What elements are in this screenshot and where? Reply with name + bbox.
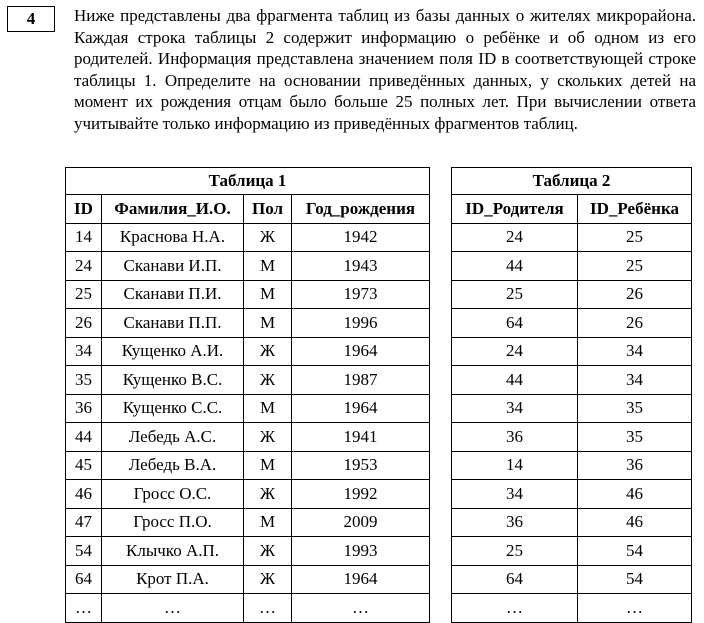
cell-name: Клычко А.П. [102,537,244,566]
cell-year: 1942 [292,223,430,252]
cell-id: 46 [66,480,102,509]
cell-id: 45 [66,451,102,480]
cell-parent-id: 24 [452,223,578,252]
cell-parent-id: 34 [452,480,578,509]
cell-parent-id: 64 [452,565,578,594]
cell-parent-id: … [452,594,578,623]
cell-year: 1987 [292,366,430,395]
cell-sex: … [244,594,292,623]
table-2-header-child-id: ID_Ребёнка [578,195,692,224]
table-2-header-parent-id: ID_Родителя [452,195,578,224]
cell-sex: Ж [244,423,292,452]
cell-child-id: 54 [578,537,692,566]
cell-child-id: … [578,594,692,623]
cell-parent-id: 64 [452,309,578,338]
cell-year: 1992 [292,480,430,509]
cell-name: Гросс П.О. [102,508,244,537]
cell-name: Лебедь А.С. [102,423,244,452]
table-row [66,252,430,281]
table-row [452,309,692,338]
cell-id: 34 [66,337,102,366]
table-row [452,252,692,281]
table-1-header-id: ID [66,195,102,224]
cell-child-id: 36 [578,451,692,480]
table-row [452,423,692,452]
cell-parent-id: 44 [452,252,578,281]
cell-id: 26 [66,309,102,338]
table-1-header-name: Фамилия_И.О. [102,195,244,224]
cell-child-id: 26 [578,280,692,309]
cell-parent-id: 25 [452,537,578,566]
table-row [66,280,430,309]
cell-child-id: 25 [578,252,692,281]
cell-sex: М [244,280,292,309]
cell-year: 1941 [292,423,430,452]
table-1-caption: Таблица 1 [66,168,430,195]
cell-name: Краснова Н.А. [102,223,244,252]
cell-child-id: 54 [578,565,692,594]
table-1-header-row [66,195,430,224]
table-2-caption: Таблица 2 [452,168,692,195]
table-row [66,309,430,338]
cell-parent-id: 36 [452,423,578,452]
cell-id: 44 [66,423,102,452]
cell-name: … [102,594,244,623]
cell-sex: Ж [244,537,292,566]
cell-sex: М [244,451,292,480]
cell-name: Гросс О.С. [102,480,244,509]
cell-year: 1973 [292,280,430,309]
cell-year: 1943 [292,252,430,281]
cell-name: Сканави П.И. [102,280,244,309]
cell-year: 1964 [292,565,430,594]
table-row [452,565,692,594]
cell-child-id: 46 [578,508,692,537]
table-row [66,537,430,566]
cell-id: 35 [66,366,102,395]
cell-id: 54 [66,537,102,566]
cell-sex: Ж [244,366,292,395]
cell-child-id: 25 [578,223,692,252]
table-row [66,508,430,537]
table-row [452,537,692,566]
cell-id: 36 [66,394,102,423]
table-row [452,394,692,423]
table-2-header-row [452,195,692,224]
cell-parent-id: 44 [452,366,578,395]
cell-name: Лебедь В.А. [102,451,244,480]
cell-child-id: 35 [578,423,692,452]
cell-name: Сканави И.П. [102,252,244,281]
cell-parent-id: 14 [452,451,578,480]
cell-name: Кущенко С.С. [102,394,244,423]
table-row [66,480,430,509]
table-row [66,337,430,366]
table-row [452,337,692,366]
table-row [66,451,430,480]
cell-parent-id: 25 [452,280,578,309]
cell-sex: М [244,309,292,338]
cell-child-id: 46 [578,480,692,509]
cell-year: 1964 [292,394,430,423]
table-row [66,565,430,594]
table-row [452,223,692,252]
table-row [66,223,430,252]
cell-name: Кущенко В.С. [102,366,244,395]
cell-id: 64 [66,565,102,594]
cell-id: 24 [66,252,102,281]
cell-sex: М [244,508,292,537]
table-1 [65,167,430,623]
cell-parent-id: 36 [452,508,578,537]
table-row [452,451,692,480]
table-row [66,394,430,423]
table-row [452,480,692,509]
cell-parent-id: 34 [452,394,578,423]
cell-year: 1953 [292,451,430,480]
cell-year: … [292,594,430,623]
cell-sex: М [244,394,292,423]
cell-sex: Ж [244,223,292,252]
table-row [452,280,692,309]
task-number: 4 [7,6,55,32]
cell-name: Кущенко А.И. [102,337,244,366]
cell-year: 1993 [292,537,430,566]
cell-name: Крот П.А. [102,565,244,594]
table-1-header-sex: Пол [244,195,292,224]
cell-child-id: 35 [578,394,692,423]
cell-id: … [66,594,102,623]
cell-sex: Ж [244,565,292,594]
task-text: Ниже представлены два фрагмента таблиц из базы данных о жителях микрорайона. Каждая строка таблицы 2 содержит информацию о ребёнке и об одном из его родителей. Информация представлена значением поля ID в соответствующей строке таблицы 1. Определите на основании приведённых данных, у скольких детей на момент их рождения отцам было больше 25 полных лет. При вычислении ответа учитывайте только информацию из приведённых фрагментов таблиц. [74,6,696,133]
cell-year: 1964 [292,337,430,366]
cell-child-id: 34 [578,366,692,395]
cell-sex: Ж [244,337,292,366]
cell-parent-id: 24 [452,337,578,366]
table-row [66,423,430,452]
table-row [66,366,430,395]
cell-sex: М [244,252,292,281]
cell-id: 14 [66,223,102,252]
cell-id: 25 [66,280,102,309]
cell-child-id: 34 [578,337,692,366]
cell-sex: Ж [244,480,292,509]
table-row [452,508,692,537]
cell-year: 1996 [292,309,430,338]
table-row [452,366,692,395]
cell-id: 47 [66,508,102,537]
table-1-header-year: Год_рождения [292,195,430,224]
cell-year: 2009 [292,508,430,537]
cell-child-id: 26 [578,309,692,338]
table-2 [451,167,692,623]
cell-name: Сканави П.П. [102,309,244,338]
